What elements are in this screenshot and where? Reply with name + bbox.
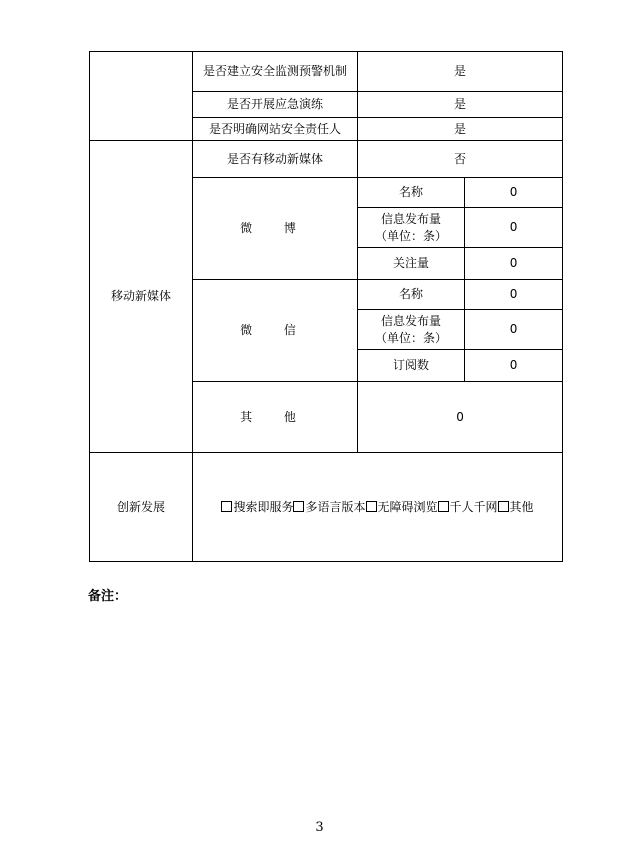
option-label: 无障碍浏览	[377, 499, 438, 514]
table-row	[90, 52, 563, 92]
wechat-name-value: 0	[465, 280, 563, 310]
weibo-name-value: 0	[465, 178, 563, 208]
wechat-label: 微 信	[193, 280, 358, 382]
page-number: 3	[315, 820, 324, 835]
other-label: 其 他	[193, 382, 358, 453]
checkbox-icon[interactable]	[438, 501, 449, 512]
wechat-name-label: 名称	[358, 280, 465, 310]
weibo-follow-label: 关注量	[358, 248, 465, 280]
checkbox-icon[interactable]	[293, 501, 304, 512]
wechat-posts-value: 0	[465, 310, 563, 350]
wechat-sub-label: 订阅数	[358, 350, 465, 382]
option-label: 其他	[509, 499, 534, 514]
option-accessibility[interactable]	[366, 499, 438, 516]
drill-label: 是否开展应急演练	[193, 92, 358, 118]
checkbox-icon[interactable]	[366, 501, 377, 512]
innovation-options	[193, 453, 563, 562]
checkbox-icon[interactable]	[221, 501, 232, 512]
option-other[interactable]	[498, 499, 534, 516]
has-mobile-value: 否	[358, 141, 563, 178]
weibo-posts-label-line1: 信息发布量	[380, 211, 441, 226]
option-label: 搜索即服务	[233, 499, 294, 514]
option-multilingual[interactable]	[293, 499, 365, 516]
option-personalized[interactable]	[438, 499, 498, 516]
drill-value: 是	[358, 92, 563, 118]
other-value: 0	[358, 382, 563, 453]
table-row	[90, 141, 563, 178]
wechat-sub-value: 0	[465, 350, 563, 382]
option-search-service[interactable]	[221, 499, 293, 516]
weibo-label: 微 博	[193, 178, 358, 280]
option-label: 多语言版本	[305, 499, 366, 514]
weibo-posts-value: 0	[465, 208, 563, 248]
innovation-label: 创新发展	[90, 453, 193, 562]
wechat-posts-label	[358, 310, 465, 350]
responsible-label: 是否明确网站安全责任人	[193, 118, 358, 141]
weibo-follow-value: 0	[465, 248, 563, 280]
wechat-posts-label-line2: （单位：条）	[374, 330, 447, 345]
report-table	[89, 51, 563, 562]
note-label: 备注：	[88, 589, 128, 604]
option-label: 千人千网	[449, 499, 498, 514]
checkbox-icon[interactable]	[498, 501, 509, 512]
responsible-value: 是	[358, 118, 563, 141]
mobile-media-section-label: 移动新媒体	[90, 141, 193, 453]
weibo-posts-label-line2: （单位：条）	[374, 228, 447, 243]
weibo-name-label: 名称	[358, 178, 465, 208]
monitoring-label: 是否建立安全监测预警机制	[193, 52, 358, 92]
table-row	[90, 453, 563, 562]
weibo-posts-label	[358, 208, 465, 248]
security-section-cell	[90, 52, 193, 141]
has-mobile-label: 是否有移动新媒体	[193, 141, 358, 178]
monitoring-value: 是	[358, 52, 563, 92]
wechat-posts-label-line1: 信息发布量	[380, 313, 441, 328]
